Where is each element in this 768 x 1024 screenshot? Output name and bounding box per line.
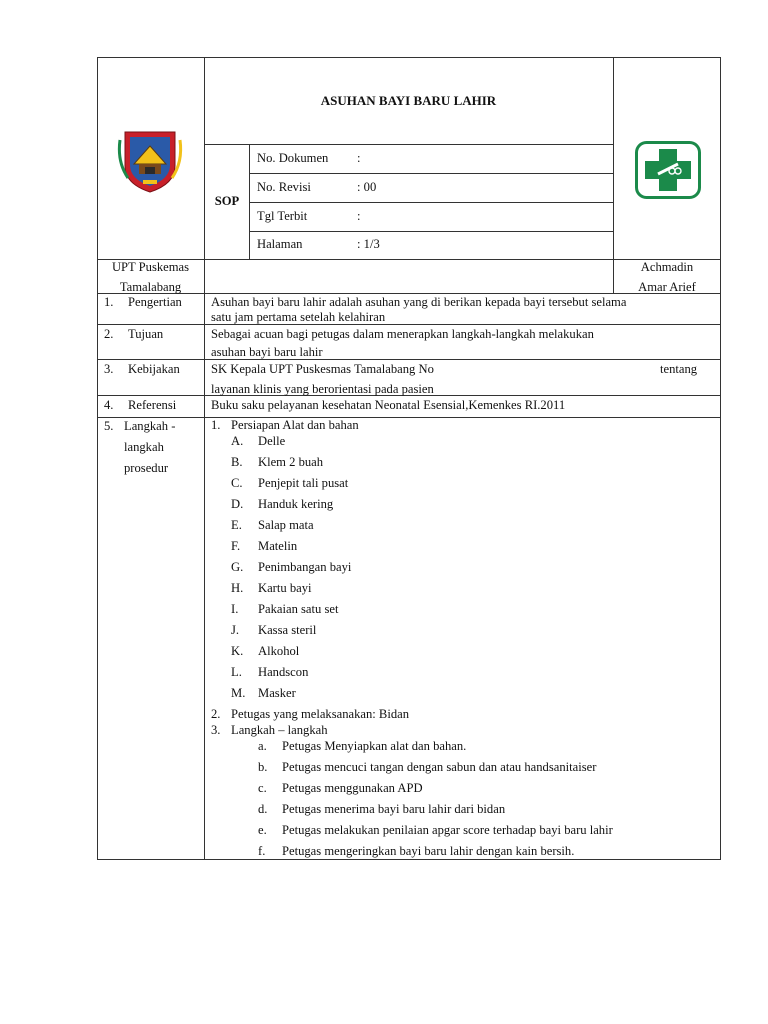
field-label-halaman: Halaman — [257, 237, 303, 251]
list-item: Petugas melakukan penilaian apgar score terhadap bayi baru lahir — [282, 823, 613, 837]
field-label-no-dokumen: No. Dokumen — [257, 151, 329, 165]
list-item: Penimbangan bayi — [258, 560, 352, 574]
org-name-line1: UPT Puskemas — [111, 260, 190, 274]
grid-line — [204, 144, 613, 145]
row-number: 5. — [104, 419, 114, 433]
list-marker: E. — [231, 518, 242, 532]
section-title-petugas: Petugas yang melaksanakan: Bidan — [231, 707, 410, 721]
head-name-line1: Achmadin — [640, 260, 694, 274]
field-value-no-revisi: : 00 — [357, 180, 377, 194]
list-item: Handuk kering — [258, 497, 334, 511]
tujuan-text-line1: Sebagai acuan bagi petugas dalam menerapkan langkah-langkah melakukan — [211, 327, 594, 341]
list-item: Handscon — [258, 665, 309, 679]
grid-line — [97, 417, 721, 418]
pengertian-text-line2: satu jam pertama setelah kelahiran — [211, 310, 386, 324]
list-item: Petugas menggunakan APD — [282, 781, 423, 795]
grid-line — [613, 57, 614, 259]
field-label-tgl-terbit: Tgl Terbit — [257, 209, 308, 223]
list-marker: I. — [231, 602, 239, 616]
section-title-langkah: Langkah – langkah — [231, 723, 328, 737]
list-marker: M. — [231, 686, 246, 700]
referensi-text: Buku saku pelayanan kesehatan Neonatal Esensial,Kemenkes RI.2011 — [211, 398, 566, 412]
list-item: Pakaian satu set — [258, 602, 339, 616]
grid-line — [249, 202, 613, 203]
list-marker: F. — [231, 539, 241, 553]
document-title: ASUHAN BAYI BARU LAHIR — [320, 93, 497, 108]
list-marker: a. — [258, 739, 267, 753]
row-label-langkah-2: langkah — [124, 440, 164, 454]
section-number: 3. — [211, 723, 221, 737]
list-item: Matelin — [258, 539, 298, 553]
list-item: Klem 2 buah — [258, 455, 324, 469]
list-marker: e. — [258, 823, 267, 837]
row-label-tujuan: Tujuan — [128, 327, 164, 341]
row-label-langkah-3: prosedur — [124, 461, 169, 475]
list-marker: b. — [258, 760, 268, 774]
list-marker: L. — [231, 665, 242, 679]
row-label-referensi: Referensi — [128, 398, 177, 412]
list-marker: K. — [231, 644, 244, 658]
list-item: Alkohol — [258, 644, 300, 658]
pengertian-text-line1: Asuhan bayi baru lahir adalah asuhan yang di berikan kepada bayi tersebut selama — [211, 295, 627, 309]
tujuan-text-line2: asuhan bayi baru lahir — [211, 345, 323, 359]
section-number: 1. — [211, 418, 221, 432]
row-label-langkah-1: Langkah - — [124, 419, 176, 433]
grid-line — [204, 259, 205, 293]
kebijakan-text-line1: SK Kepala UPT Puskesmas Tamalabang No — [211, 362, 434, 376]
kebijakan-text-tentang: tentang — [660, 362, 698, 376]
section-title-persiapan: Persiapan Alat dan bahan — [231, 418, 359, 432]
puskesmas-logo — [635, 141, 701, 199]
list-marker: d. — [258, 802, 268, 816]
list-marker: A. — [231, 434, 244, 448]
row-number: 2. — [104, 327, 114, 341]
row-label-kebijakan: Kebijakan — [128, 362, 180, 376]
grid-line — [249, 173, 613, 174]
field-label-no-revisi: No. Revisi — [257, 180, 311, 194]
list-marker: C. — [231, 476, 243, 490]
sop-label: SOP — [214, 194, 240, 208]
list-item: Petugas mencuci tangan dengan sabun dan atau handsanitaiser — [282, 760, 597, 774]
list-marker: f. — [258, 844, 266, 858]
list-item: Delle — [258, 434, 286, 448]
grid-line — [204, 57, 205, 259]
list-item: Salap mata — [258, 518, 314, 532]
list-marker: D. — [231, 497, 244, 511]
list-marker: G. — [231, 560, 244, 574]
kebijakan-text-line2: layanan klinis yang berorientasi pada pasien — [211, 382, 434, 396]
list-item: Kassa steril — [258, 623, 317, 637]
org-name-line2: Tamalabang — [119, 280, 182, 294]
row-number: 3. — [104, 362, 114, 376]
list-item: Penjepit tali pusat — [258, 476, 349, 490]
list-item: Petugas mengeringkan bayi baru lahir dengan kain bersih. — [282, 844, 575, 858]
list-item: Masker — [258, 686, 296, 700]
list-marker: J. — [231, 623, 240, 637]
grid-line — [204, 293, 205, 860]
list-marker: H. — [231, 581, 244, 595]
field-value-halaman: : 1/3 — [357, 237, 380, 251]
list-item: Petugas menerima bayi baru lahir dari bidan — [282, 802, 506, 816]
list-item: Petugas Menyiapkan alat dan bahan. — [282, 739, 467, 753]
list-marker: B. — [231, 455, 243, 469]
grid-line — [249, 231, 613, 232]
row-number: 4. — [104, 398, 114, 412]
row-label-pengertian: Pengertian — [128, 295, 182, 309]
regional-emblem-logo — [115, 128, 185, 194]
row-number: 1. — [104, 295, 114, 309]
field-value-no-dokumen: : — [357, 151, 361, 165]
list-item: Kartu bayi — [258, 581, 312, 595]
field-value-tgl-terbit: : — [357, 209, 361, 223]
list-marker: c. — [258, 781, 267, 795]
head-name-line2: Amar Arief — [638, 280, 696, 294]
section-number: 2. — [211, 707, 221, 721]
